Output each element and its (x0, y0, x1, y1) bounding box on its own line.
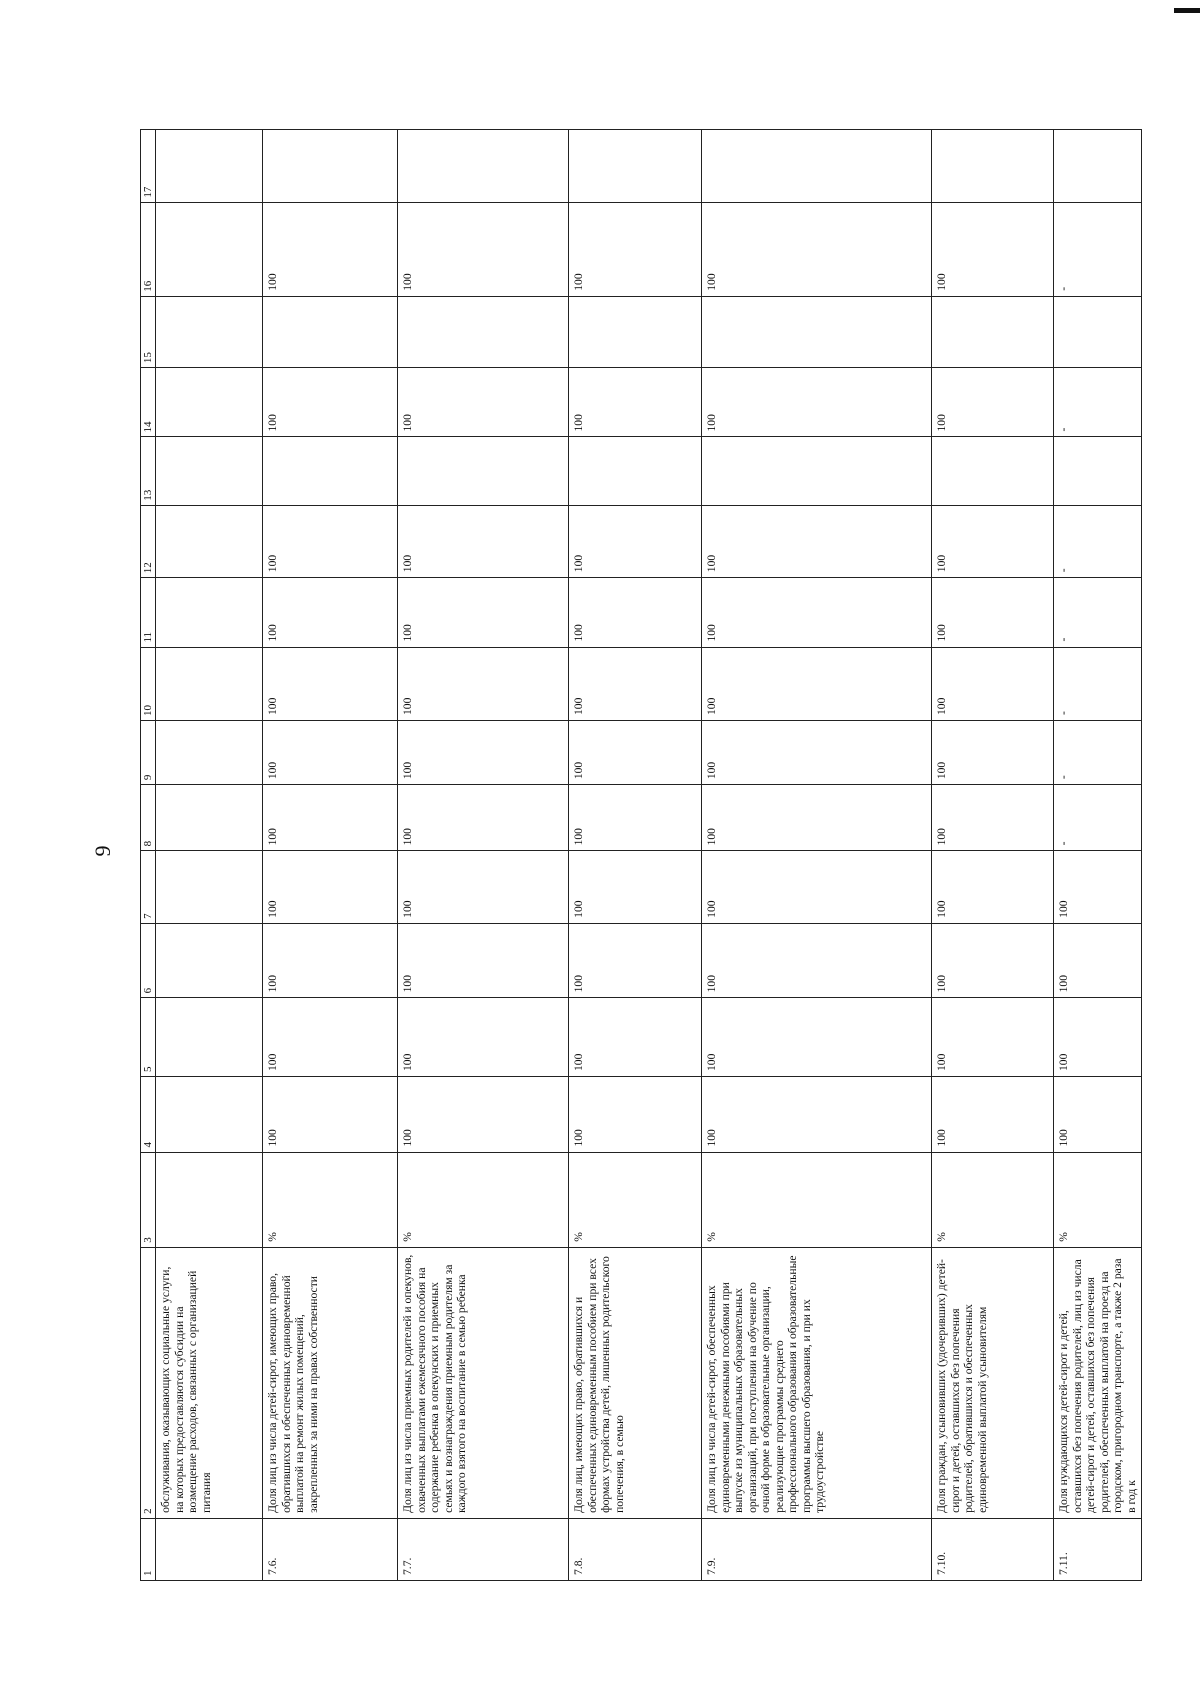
page-number: 9 (90, 845, 115, 857)
indicator-name-cell: Доля нуждающихся детей-сирот и детей, оставшихся без попечения родителей, лиц из числа детей-сирот и детей, оставшихся без попечения родителей, обеспеченных выплатой на проезд на городском, пригородном транспорте, а также 2 раза в год к (1054, 1247, 1142, 1518)
column-number-header: 1 (141, 1518, 156, 1580)
table-row (932, 130, 1054, 1581)
value-cell: 100 (263, 1077, 398, 1153)
value-cell: 100 (932, 647, 1054, 720)
note-cell (569, 130, 702, 203)
value-cell: - (1054, 647, 1142, 720)
note-cell (1054, 130, 1142, 203)
value-cell: 100 (263, 998, 398, 1077)
table-row (702, 130, 932, 1581)
value-cell (156, 368, 263, 437)
value-cell: 100 (569, 578, 702, 647)
column-number-header: 7 (141, 851, 156, 923)
value-cell: 100 (569, 647, 702, 720)
value-cell (156, 647, 263, 720)
value-cell: 100 (1054, 851, 1142, 923)
value-cell (1054, 437, 1142, 505)
row-number-cell: 7.10. (932, 1518, 1054, 1580)
value-cell: 100 (263, 647, 398, 720)
value-cell: - (1054, 785, 1142, 851)
value-cell (156, 505, 263, 577)
value-cell: 100 (263, 368, 398, 437)
value-cell: 100 (569, 1077, 702, 1153)
note-cell (156, 130, 263, 203)
value-cell: - (1054, 578, 1142, 647)
value-cell: 100 (702, 785, 932, 851)
value-cell (156, 202, 263, 296)
column-number-header: 16 (141, 202, 156, 296)
column-number-header: 3 (141, 1152, 156, 1247)
column-number-header: 10 (141, 647, 156, 720)
value-cell (156, 721, 263, 785)
value-cell: 100 (932, 785, 1054, 851)
row-number-cell: 7.7. (398, 1518, 569, 1580)
row-number-cell: 7.11. (1054, 1518, 1142, 1580)
indicator-name-cell: Доля лиц из числа приемных родителей и опекунов, охваченных выплатами ежемесячного пособия на содержание ребенка в опекунских и приемных семьях и вознаграждения приемным родителям за каждого взятого на воспитание в семью ребенка (398, 1247, 569, 1518)
value-cell: 100 (569, 202, 702, 296)
unit-cell: % (398, 1152, 569, 1247)
value-cell (702, 437, 932, 505)
value-cell (569, 296, 702, 367)
value-cell: 100 (263, 578, 398, 647)
unit-cell: % (263, 1152, 398, 1247)
row-number-cell: 7.8. (569, 1518, 702, 1580)
unit-cell (156, 1152, 263, 1247)
corner-mark (1174, 8, 1200, 13)
value-cell (932, 437, 1054, 505)
value-cell: 100 (932, 578, 1054, 647)
indicator-name-cell: Доля граждан, усыновивших (удочеривших) детей-сирот и детей, оставшихся без попечения родителей, обратившихся и обеспеченных единовременной выплатой усыновителям (932, 1247, 1054, 1518)
value-cell (156, 437, 263, 505)
value-cell: 100 (702, 578, 932, 647)
value-cell (156, 785, 263, 851)
value-cell (1054, 296, 1142, 367)
value-cell: 100 (569, 505, 702, 577)
value-cell: - (1054, 368, 1142, 437)
note-cell (702, 130, 932, 203)
value-cell: 100 (702, 851, 932, 923)
table-header-row (141, 130, 156, 1581)
column-number-header: 5 (141, 998, 156, 1077)
value-cell: 100 (1054, 923, 1142, 998)
value-cell (156, 296, 263, 367)
value-cell (156, 923, 263, 998)
value-cell: 100 (569, 998, 702, 1077)
value-cell: 100 (702, 1077, 932, 1153)
column-number-header: 15 (141, 296, 156, 367)
value-cell: 100 (569, 923, 702, 998)
value-cell: 100 (1054, 1077, 1142, 1153)
value-cell: 100 (398, 1077, 569, 1153)
value-cell: 100 (702, 202, 932, 296)
value-cell: - (1054, 202, 1142, 296)
value-cell (263, 437, 398, 505)
value-cell (263, 296, 398, 367)
value-cell (702, 296, 932, 367)
unit-cell: % (569, 1152, 702, 1247)
value-cell: 100 (932, 368, 1054, 437)
value-cell: 100 (398, 785, 569, 851)
table-row (1054, 130, 1142, 1581)
indicator-name-cell: Доля лиц, имеющих право, обратившихся и обеспеченных единовременным пособием при всех формах устройства детей, лишенных родительского попечения, в семью (569, 1247, 702, 1518)
value-cell: 100 (702, 721, 932, 785)
value-cell: 100 (398, 998, 569, 1077)
value-cell: 100 (263, 202, 398, 296)
column-number-header: 9 (141, 721, 156, 785)
value-cell (569, 437, 702, 505)
note-cell (263, 130, 398, 203)
indicator-name-cell: Доля лиц из числа детей-сирот, обеспеченных единовременными денежными пособиями при выпуске из муниципальных образовательных организаций, при поступлении на обучение по очной форме в образовательные организации, реализующие программы среднего профессионального образования и образовательные программы высшего образования, и при их трудоустройстве (702, 1247, 932, 1518)
value-cell: 100 (702, 923, 932, 998)
value-cell: 100 (263, 851, 398, 923)
column-number-header: 13 (141, 437, 156, 505)
unit-cell: % (1054, 1152, 1142, 1247)
value-cell: 100 (702, 505, 932, 577)
value-cell (156, 851, 263, 923)
value-cell: - (1054, 721, 1142, 785)
value-cell: 100 (398, 202, 569, 296)
row-number-cell (156, 1518, 263, 1580)
value-cell: 100 (398, 368, 569, 437)
column-number-header: 14 (141, 368, 156, 437)
value-cell: 100 (398, 578, 569, 647)
value-cell: 100 (932, 851, 1054, 923)
indicators-table (140, 129, 1142, 1581)
value-cell: 100 (398, 851, 569, 923)
column-number-header: 2 (141, 1247, 156, 1518)
table-row (569, 130, 702, 1581)
value-cell: 100 (398, 923, 569, 998)
column-number-header: 6 (141, 923, 156, 998)
column-number-header: 4 (141, 1077, 156, 1153)
value-cell (156, 998, 263, 1077)
table-row (156, 130, 263, 1581)
note-cell (398, 130, 569, 203)
note-cell (932, 130, 1054, 203)
value-cell: 100 (702, 647, 932, 720)
value-cell (398, 296, 569, 367)
value-cell: 100 (932, 202, 1054, 296)
column-number-header: 11 (141, 578, 156, 647)
value-cell (156, 578, 263, 647)
value-cell (932, 296, 1054, 367)
unit-cell: % (932, 1152, 1054, 1247)
indicator-name-cell: обслуживания, оказывающих социальные услуги, на которых предоставляются субсидии на возмещение расходов, связанных с организацией питания (156, 1247, 263, 1518)
column-number-header: 17 (141, 130, 156, 203)
value-cell (156, 1077, 263, 1153)
unit-cell: % (702, 1152, 932, 1247)
value-cell: 100 (263, 785, 398, 851)
table-row (398, 130, 569, 1581)
value-cell: 100 (932, 505, 1054, 577)
value-cell: 100 (702, 998, 932, 1077)
value-cell: 100 (1054, 998, 1142, 1077)
value-cell: 100 (702, 368, 932, 437)
value-cell: 100 (398, 647, 569, 720)
value-cell: 100 (932, 923, 1054, 998)
value-cell: - (1054, 505, 1142, 577)
value-cell: 100 (398, 721, 569, 785)
row-number-cell: 7.6. (263, 1518, 398, 1580)
rotated-table-container (140, 129, 1138, 1581)
indicator-name-cell: Доля лиц из числа детей-сирот, имеющих право, обратившихся и обеспеченных единовременной выплатой на ремонт жилых помещений, закрепленных за ними на правах собственности (263, 1247, 398, 1518)
row-number-cell: 7.9. (702, 1518, 932, 1580)
value-cell: 100 (263, 505, 398, 577)
value-cell: 100 (569, 721, 702, 785)
value-cell (398, 437, 569, 505)
value-cell: 100 (932, 721, 1054, 785)
value-cell: 100 (569, 368, 702, 437)
value-cell: 100 (569, 785, 702, 851)
value-cell: 100 (569, 851, 702, 923)
column-number-header: 12 (141, 505, 156, 577)
value-cell: 100 (263, 721, 398, 785)
value-cell: 100 (932, 1077, 1054, 1153)
table-row (263, 130, 398, 1581)
value-cell: 100 (398, 505, 569, 577)
value-cell: 100 (932, 998, 1054, 1077)
column-number-header: 8 (141, 785, 156, 851)
value-cell: 100 (263, 923, 398, 998)
